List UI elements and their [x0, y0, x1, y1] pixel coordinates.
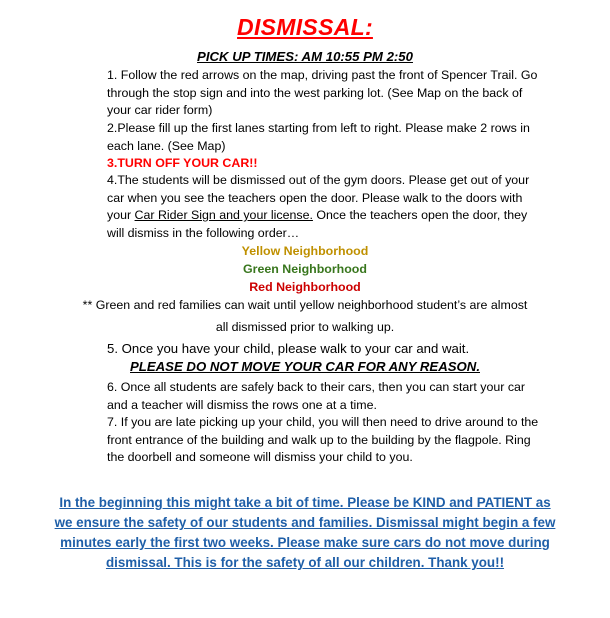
note-line-2: all dismissed prior to walking up.: [215, 320, 395, 334]
instruction-step-3: 3.TURN OFF YOUR CAR!!: [107, 156, 258, 170]
pickup-times: PICK UP TIMES: AM 10:55 PM 2:50: [197, 49, 413, 64]
page-title: DISMISSAL:: [237, 14, 373, 40]
do-not-move-warning: PLEASE DO NOT MOVE YOUR CAR FOR ANY REASON.: [130, 359, 480, 374]
instruction-step-6: 6. Once all students are safely back to their cars, then you can start your car and a teacher will dismiss the rows one at a time.: [107, 380, 526, 412]
green-neighborhood: Green Neighborhood: [243, 262, 367, 276]
red-neighborhood: Red Neighborhood: [249, 280, 361, 294]
step-4-text-end: Once the teachers open the door, they will dismiss in the following order…: [107, 208, 528, 240]
step-4-text-start: 4.The students will be dismissed out of the gym doors. Please get out of your car when you see the teachers open the door. Please walk to the doors with your: [107, 173, 530, 223]
instruction-step-7: 7. If you are late picking up your child, you will then need to drive around to the front entrance of the building and walk up to the building by the flagpole. Ring the doorbell and someone will dismiss your child to you.: [107, 415, 539, 465]
instruction-step-1: 1. Follow the red arrows on the map, driving past the front of Spencer Trail. Go through the stop sign and into the west parking lot. (See Map on the back of your car rider form): [107, 68, 538, 118]
step-4-underlined-text: Car Rider Sign and your license.: [134, 208, 313, 223]
footer-message: In the beginning this might take a bit of time. Please be KIND and PATIENT as we ensure the safety of our students and families. Dismissal might begin a few minutes early the first two weeks. Please make sure cars do not move during dismissal. This is for the safety of all our children. Thank you!!: [54, 495, 556, 570]
instruction-step-5: 5. Once you have your child, please walk to your car and wait.: [107, 341, 470, 356]
note-line-1: ** Green and red families can wait until yellow neighborhood student’s are almost: [82, 298, 528, 312]
instruction-step-2: 2.Please fill up the first lanes starting from left to right. Please make 2 rows in each lane. (See Map): [107, 121, 530, 153]
yellow-neighborhood: Yellow Neighborhood: [241, 244, 369, 258]
instruction-step-4: [107, 172, 547, 242]
